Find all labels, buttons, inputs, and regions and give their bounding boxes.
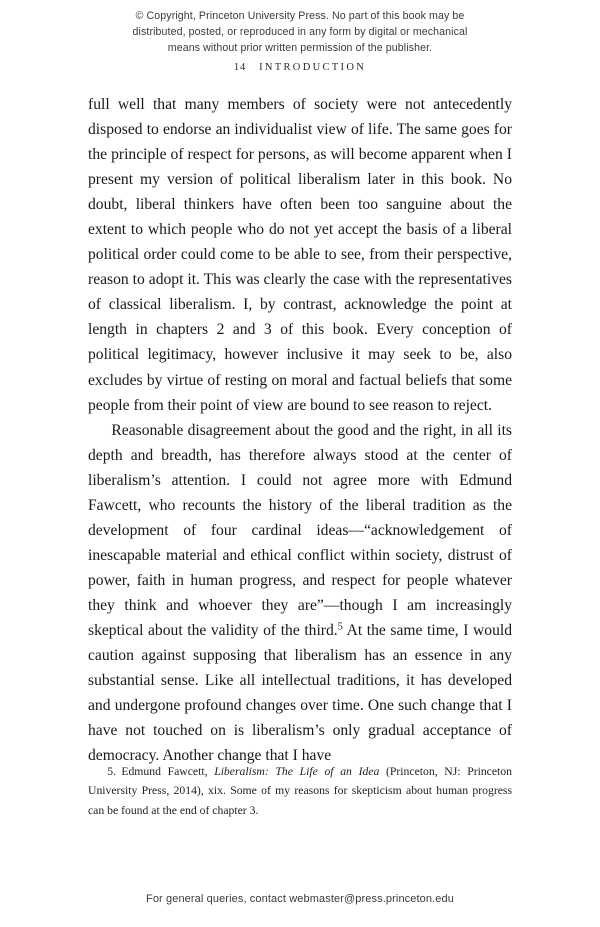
copyright-line-2: distributed, posted, or reproduced in any form by digital or mechanical [132,26,468,38]
footnote-cited-title: Liberalism: The Life of an Idea [214,765,380,778]
footnote-text-after-title: (Princeton, NJ: Princeton University Press, 2014), xix. Some of my reasons for skepticism about human progress can be found at the end of chapter 3. [88,765,512,817]
paragraph-2-part-2: At the same time, I would caution against supposing that liberalism has an essence in any substantial sense. Like all intellectual traditions, it has developed and undergone profound changes over time. One such change that I have not touched on is liberalism’s only gradual acceptance of democracy. Another change that I have [88,621,512,765]
copyright-line-1: © Copyright, Princeton University Press. No part of this book may be [135,10,465,22]
running-head [0,62,600,73]
footnote-reference-5[interactable]: 5 [337,621,343,633]
paragraph-2-part-1: Reasonable disagreement about the good and the right, in all its depth and breadth, has therefore always stood at the center of liberalism’s attention. I could not agree more with Edmund Fawcett, who recounts the history of the liberal tradition as the development of four cardinal ideas—“acknowledgement of inescapable material and ethical conflict within society, distrust of power, faith in human progress, and respect for people whatever they think and whoever they are”—though I am increasingly skeptical about the validity of the third. [88,421,512,639]
footnote-text-before-title: Edmund Fawcett, [121,765,215,778]
copyright-line-3: means without prior written permission of the publisher. [167,42,433,54]
paragraph-2 [88,418,512,769]
footnote-section [88,762,512,820]
body-text [88,92,512,768]
footnote-item-5 [88,762,512,820]
footnote-number: 5. [107,765,117,778]
running-head-chapter-title: INTRODUCTION [259,62,367,73]
copyright-notice [0,8,600,56]
paragraph-1: full well that many members of society were not antecedently disposed to endorse an individualist view of life. The same goes for the principle of respect for persons, as will become apparent when I present my version of political liberalism later in this book. No doubt, liberal thinkers have often been too sanguine about the extent to which people who do not yet accept the basis of a liberal political order could come to be able to see, from their perspective, reason to adopt it. This was clearly the case with the representatives of classical liberalism. I, by contrast, acknowledge the point at length in chapters 2 and 3 of this book. Every conception of political legitimacy, however inclusive it may seek to be, also excludes by virtue of resting on moral and factual beliefs that some people from their point of view are bound to see reason to reject. [88,96,512,414]
page-number: 14 [233,62,247,73]
page-footer-queries: For general queries, contact webmaster@press.princeton.edu [146,893,454,905]
